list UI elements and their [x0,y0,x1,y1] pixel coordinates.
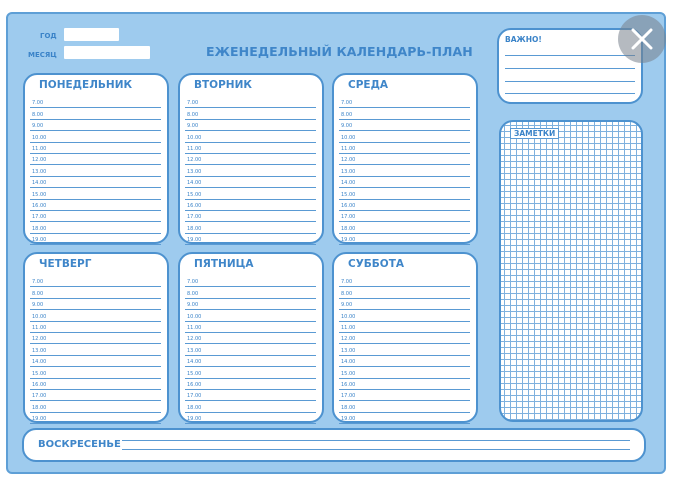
time-slots [339,276,470,424]
time-label: 13.00 [341,168,356,175]
time-slot[interactable] [185,222,316,233]
time-label: 7.00 [341,100,353,107]
time-slot[interactable] [30,200,161,211]
time-slot[interactable] [339,276,470,287]
time-label: 11.00 [187,145,202,152]
time-label: 13.00 [32,347,47,354]
time-label: 14.00 [341,359,356,366]
time-label: 17.00 [187,393,202,400]
time-slots [30,97,161,245]
time-slot[interactable] [339,108,470,119]
time-label: 9.00 [341,302,353,309]
close-icon [630,27,654,51]
time-slots [30,276,161,424]
important-line [505,68,635,69]
time-label: 16.00 [187,381,202,388]
time-label: 7.00 [341,279,353,286]
time-label: 12.00 [187,157,202,164]
time-slot[interactable] [30,154,161,165]
time-slot[interactable] [30,367,161,378]
time-slot[interactable] [339,356,470,367]
time-slot[interactable] [339,97,470,108]
time-slot[interactable] [185,131,316,142]
time-slot[interactable] [30,188,161,199]
day-card[interactable] [23,73,169,244]
time-label: 8.00 [187,290,199,297]
time-slot[interactable] [185,108,316,119]
time-slot[interactable] [30,413,161,424]
time-slot[interactable] [30,344,161,355]
day-name: СУББОТА [348,258,405,270]
time-label: 7.00 [187,100,199,107]
time-slot[interactable] [30,234,161,245]
month-label: МЕСЯЦ [28,51,57,59]
time-slot[interactable] [30,310,161,321]
time-label: 7.00 [32,100,44,107]
time-label: 18.00 [341,404,356,411]
time-label: 7.00 [187,279,199,286]
time-slots [185,276,316,424]
time-label: 14.00 [32,180,47,187]
time-label: 11.00 [341,145,356,152]
time-slot[interactable] [339,322,470,333]
time-slot[interactable] [339,234,470,245]
time-slot[interactable] [30,97,161,108]
time-slot[interactable] [30,390,161,401]
time-slot[interactable] [339,222,470,233]
time-label: 13.00 [187,168,202,175]
time-label: 15.00 [341,370,356,377]
time-label: 19.00 [32,237,47,244]
time-label: 19.00 [187,416,202,423]
time-slot[interactable] [185,276,316,287]
time-slot[interactable] [339,165,470,176]
time-label: 16.00 [187,202,202,209]
time-slot[interactable] [185,310,316,321]
time-slot[interactable] [185,322,316,333]
important-line [505,93,635,94]
day-card[interactable] [332,73,478,244]
time-slot[interactable] [339,211,470,222]
close-button[interactable] [618,15,666,63]
time-slot[interactable] [30,356,161,367]
time-slot[interactable] [185,390,316,401]
sunday-line [122,449,630,450]
time-slot[interactable] [185,379,316,390]
time-slot[interactable] [30,287,161,298]
time-label: 19.00 [187,237,202,244]
time-slot[interactable] [30,322,161,333]
day-card[interactable] [178,252,324,423]
time-label: 17.00 [187,214,202,221]
day-card[interactable] [178,73,324,244]
time-label: 16.00 [32,381,47,388]
time-slot[interactable] [339,310,470,321]
time-slot[interactable] [185,188,316,199]
time-slot[interactable] [339,120,470,131]
time-label: 12.00 [341,336,356,343]
time-label: 10.00 [187,134,202,141]
time-slot[interactable] [339,143,470,154]
time-slot[interactable] [185,234,316,245]
time-slot[interactable] [185,200,316,211]
time-slot[interactable] [185,333,316,344]
time-slot[interactable] [339,401,470,412]
time-label: 15.00 [187,370,202,377]
time-slot[interactable] [30,401,161,412]
time-label: 19.00 [341,416,356,423]
time-label: 7.00 [32,279,44,286]
time-label: 10.00 [341,134,356,141]
time-label: 16.00 [32,202,47,209]
time-slot[interactable] [339,344,470,355]
time-label: 18.00 [187,404,202,411]
time-slot[interactable] [30,276,161,287]
notes-title: ЗАМЕТКИ [510,128,559,139]
time-slot[interactable] [339,333,470,344]
time-label: 14.00 [187,359,202,366]
important-line [505,55,635,56]
time-label: 9.00 [32,123,44,130]
time-label: 8.00 [187,111,199,118]
time-label: 19.00 [341,237,356,244]
time-label: 8.00 [32,290,44,297]
time-slot[interactable] [30,177,161,188]
time-label: 13.00 [187,347,202,354]
time-slot[interactable] [30,131,161,142]
time-label: 14.00 [341,180,356,187]
time-label: 9.00 [32,302,44,309]
day-name: ПЯТНИЦА [194,258,254,270]
time-label: 18.00 [341,225,356,232]
time-slot[interactable] [185,299,316,310]
time-slot[interactable] [339,177,470,188]
time-slot[interactable] [185,211,316,222]
time-label: 19.00 [32,416,47,423]
time-label: 16.00 [341,202,356,209]
sunday-box[interactable] [22,428,646,462]
time-slots [185,97,316,245]
time-label: 15.00 [187,191,202,198]
time-label: 18.00 [32,225,47,232]
year-field[interactable] [64,28,119,41]
time-slot[interactable] [339,299,470,310]
day-name: ПОНЕДЕЛЬНИК [39,79,133,91]
time-label: 12.00 [32,336,47,343]
year-label: ГОД [40,32,57,40]
time-slot[interactable] [339,131,470,142]
time-label: 17.00 [32,214,47,221]
time-label: 8.00 [341,290,353,297]
time-slot[interactable] [185,344,316,355]
month-field[interactable] [64,46,150,59]
time-label: 16.00 [341,381,356,388]
time-slot[interactable] [185,356,316,367]
time-slot[interactable] [30,108,161,119]
sunday-line [122,440,630,441]
time-slot[interactable] [185,97,316,108]
time-label: 17.00 [341,393,356,400]
time-label: 10.00 [32,313,47,320]
time-label: 11.00 [32,145,47,152]
time-label: 18.00 [187,225,202,232]
time-slot[interactable] [185,143,316,154]
day-name: СРЕДА [348,79,389,91]
planner-title: ЕЖЕНЕДЕЛЬНЫЙ КАЛЕНДАРЬ-ПЛАН [206,44,473,59]
notes-grid[interactable] [499,120,643,422]
time-slot[interactable] [185,401,316,412]
time-label: 14.00 [187,180,202,187]
time-slot[interactable] [339,367,470,378]
important-line [505,81,635,82]
time-label: 10.00 [187,313,202,320]
time-label: 10.00 [32,134,47,141]
time-slot[interactable] [185,177,316,188]
time-label: 13.00 [341,347,356,354]
time-label: 9.00 [341,123,353,130]
time-slot[interactable] [185,287,316,298]
time-slot[interactable] [30,120,161,131]
time-slot[interactable] [185,120,316,131]
time-slot[interactable] [30,211,161,222]
time-slot[interactable] [30,333,161,344]
time-label: 17.00 [32,393,47,400]
time-label: 17.00 [341,214,356,221]
time-slot[interactable] [339,379,470,390]
day-card[interactable] [332,252,478,423]
time-label: 12.00 [187,336,202,343]
time-label: 15.00 [32,191,47,198]
time-slots [339,97,470,245]
time-label: 12.00 [32,157,47,164]
time-slot[interactable] [339,188,470,199]
time-label: 9.00 [187,302,199,309]
sunday-label: ВОСКРЕСЕНЬЕ [38,439,121,450]
time-slot[interactable] [339,154,470,165]
time-slot[interactable] [185,154,316,165]
time-slot[interactable] [30,165,161,176]
time-slot[interactable] [30,143,161,154]
day-name: ЧЕТВЕРГ [39,258,92,270]
time-label: 12.00 [341,157,356,164]
time-slot[interactable] [185,413,316,424]
time-label: 14.00 [32,359,47,366]
time-slot[interactable] [185,367,316,378]
day-name: ВТОРНИК [194,79,252,91]
time-label: 15.00 [32,370,47,377]
time-label: 10.00 [341,313,356,320]
time-label: 9.00 [187,123,199,130]
time-label: 11.00 [187,324,202,331]
time-slot[interactable] [185,165,316,176]
time-label: 13.00 [32,168,47,175]
time-label: 8.00 [32,111,44,118]
time-slot[interactable] [339,200,470,211]
time-label: 18.00 [32,404,47,411]
time-label: 11.00 [341,324,356,331]
day-card[interactable] [23,252,169,423]
time-slot[interactable] [30,299,161,310]
time-slot[interactable] [30,222,161,233]
important-title: ВАЖНО! [505,35,542,44]
time-slot[interactable] [339,390,470,401]
time-slot[interactable] [339,287,470,298]
time-label: 15.00 [341,191,356,198]
time-label: 11.00 [32,324,47,331]
time-slot[interactable] [30,379,161,390]
time-label: 8.00 [341,111,353,118]
time-slot[interactable] [339,413,470,424]
